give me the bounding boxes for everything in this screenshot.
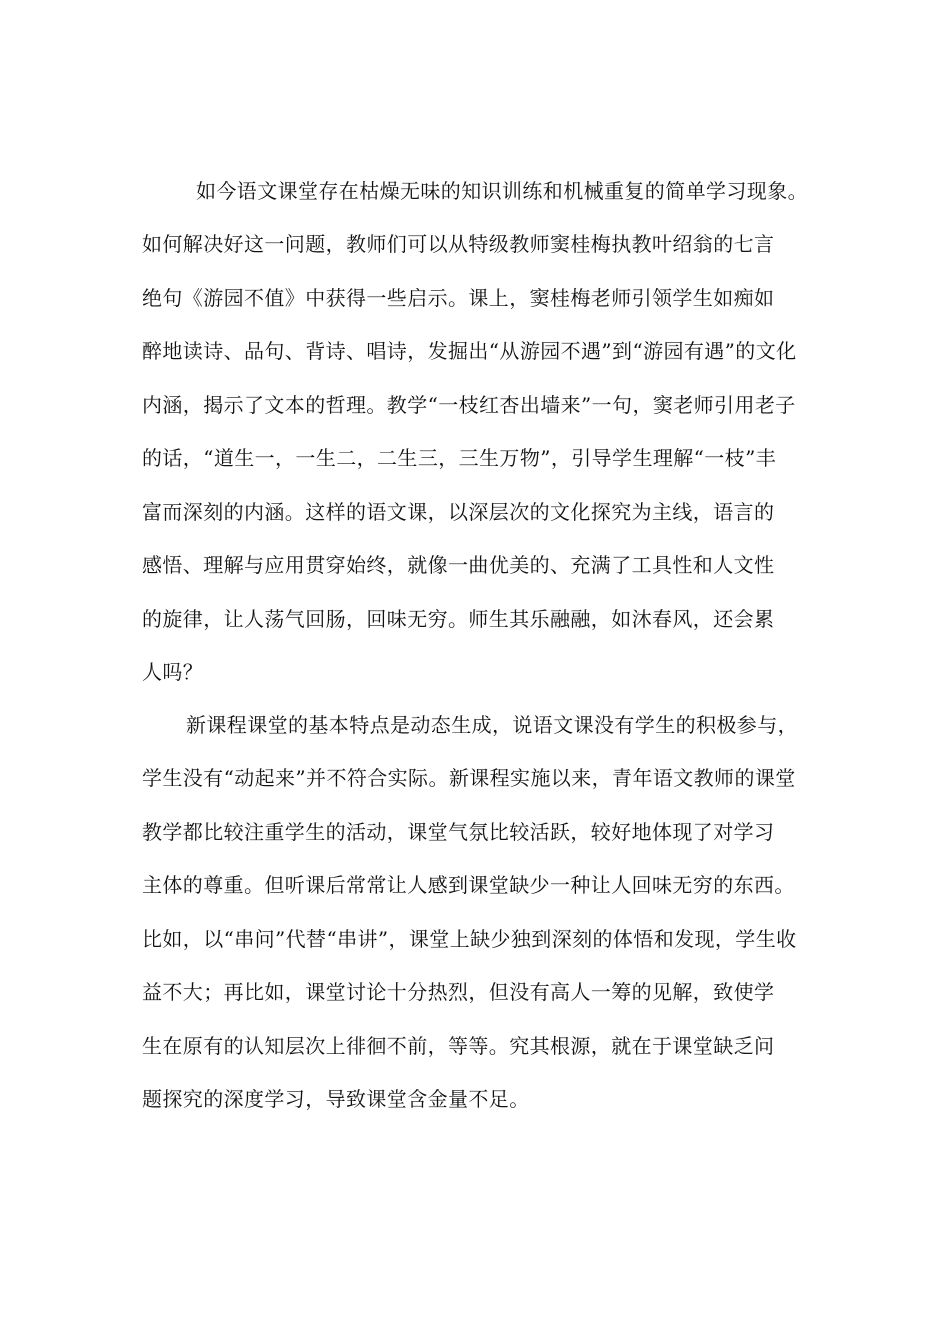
paragraph-line: 的旋律，让人荡气回肠，回味无穷。师生其乐融融，如沐春风，还会累 [142, 607, 775, 631]
paragraph-line: 感悟、理解与应用贯穿始终，就像一曲优美的、充满了工具性和人文性 [142, 553, 775, 577]
paragraph-line: 益不大；再比如，课堂讨论十分热烈，但没有高人一筹的见解，致使学 [142, 980, 775, 1004]
paragraph-line: 醉地读诗、品句、背诗、唱诗，发掘出“从游园不遇”到“游园有遇”的文化 [142, 339, 797, 363]
paragraph-line: 的话，“道生一，一生二，二生三，三生万物”，引导学生理解“一枝”丰 [142, 446, 777, 470]
paragraph-line: 人吗？ [142, 660, 204, 684]
paragraph-line: 如今语文课堂存在枯燥无味的知识训练和机械重复的简单学习现象。 [196, 179, 808, 203]
paragraph-line: 主体的尊重。但听课后常常让人感到课堂缺少一种让人回味无穷的东西。 [142, 873, 795, 897]
paragraph-line: 比如，以“串问”代替“串讲”，课堂上缺少独到深刻的体悟和发现，学生收 [142, 927, 797, 951]
paragraph-line: 生在原有的认知层次上徘徊不前，等等。究其根源，就在于课堂缺乏问 [142, 1034, 775, 1058]
paragraph-line: 教学都比较注重学生的活动，课堂气氛比较活跃，较好地体现了对学习 [142, 820, 775, 844]
paragraph-line: 题探究的深度学习，导致课堂含金量不足。 [142, 1087, 530, 1111]
paragraph-line: 内涵，揭示了文本的哲理。教学“一枝红杏出墙来”一句，窦老师引用老子 [142, 393, 796, 417]
paragraph-line: 学生没有“动起来”并不符合实际。新课程实施以来，青年语文教师的课堂 [142, 766, 796, 790]
paragraph-line: 如何解决好这一问题，教师们可以从特级教师窦桂梅执教叶绍翁的七言 [142, 232, 775, 256]
paragraph-line: 富而深刻的内涵。这样的语文课，以深层次的文化探究为主线，语言的 [142, 500, 775, 524]
paragraph-line: 新课程课堂的基本特点是动态生成，说语文课没有学生的积极参与， [186, 713, 798, 737]
paragraph-line: 绝句《游园不值》中获得一些启示。课上，窦桂梅老师引领学生如痴如 [142, 286, 775, 310]
